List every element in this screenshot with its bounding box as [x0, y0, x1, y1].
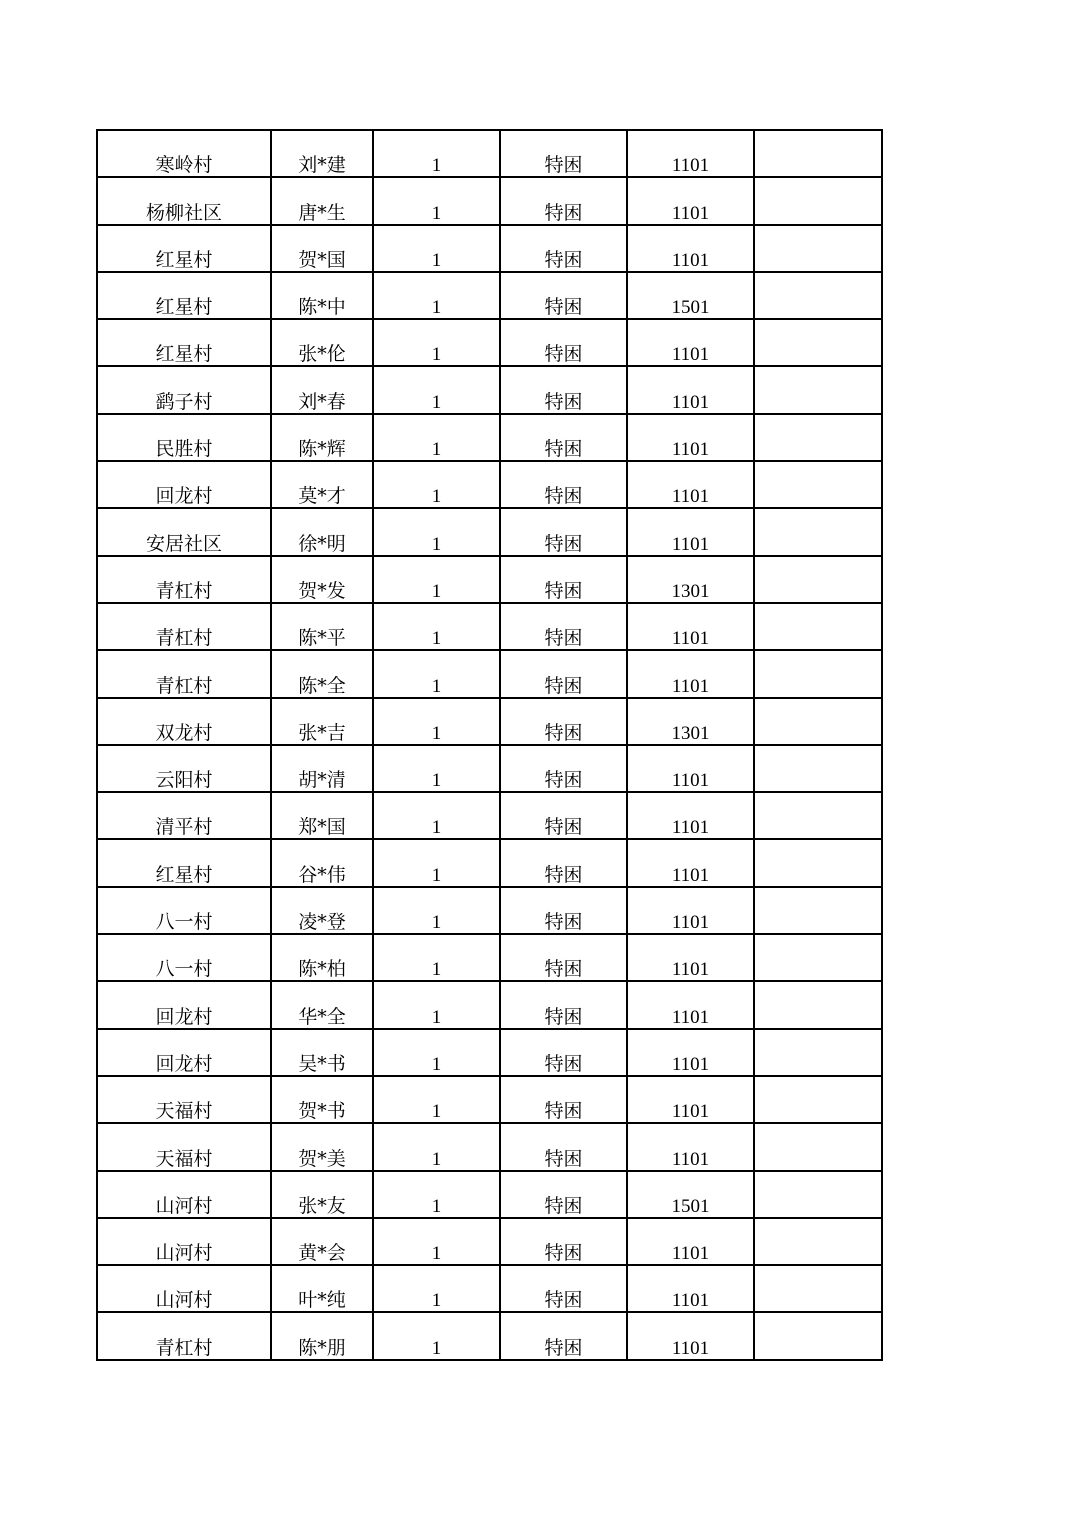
- table-row: [97, 603, 882, 650]
- code-cell: 1101: [627, 130, 754, 177]
- category-cell: 特困: [500, 177, 627, 224]
- code-cell: 1101: [627, 1123, 754, 1170]
- table-row: [97, 792, 882, 839]
- code-cell: 1101: [627, 839, 754, 886]
- category-cell: 特困: [500, 556, 627, 603]
- category-cell: 特困: [500, 225, 627, 272]
- table-row: [97, 461, 882, 508]
- village-cell: 回龙村: [97, 1029, 271, 1076]
- note-cell: [754, 934, 882, 981]
- note-cell: [754, 603, 882, 650]
- note-cell: [754, 981, 882, 1028]
- category-cell: 特困: [500, 1171, 627, 1218]
- note-cell: [754, 556, 882, 603]
- count-cell: 1: [373, 130, 500, 177]
- count-cell: 1: [373, 1076, 500, 1123]
- note-cell: [754, 1076, 882, 1123]
- note-cell: [754, 366, 882, 413]
- name-cell: 陈*朋: [271, 1312, 373, 1359]
- table-row: [97, 1076, 882, 1123]
- code-cell: 1101: [627, 319, 754, 366]
- table-row: [97, 1265, 882, 1312]
- note-cell: [754, 177, 882, 224]
- category-cell: 特困: [500, 745, 627, 792]
- count-cell: 1: [373, 1312, 500, 1359]
- name-cell: 胡*清: [271, 745, 373, 792]
- note-cell: [754, 1123, 882, 1170]
- name-cell: 叶*纯: [271, 1265, 373, 1312]
- code-cell: 1101: [627, 1265, 754, 1312]
- note-cell: [754, 1312, 882, 1359]
- note-cell: [754, 1029, 882, 1076]
- count-cell: 1: [373, 981, 500, 1028]
- table-row: [97, 934, 882, 981]
- note-cell: [754, 698, 882, 745]
- records-table-body: [97, 130, 882, 1360]
- name-cell: 贺*发: [271, 556, 373, 603]
- category-cell: 特困: [500, 887, 627, 934]
- count-cell: 1: [373, 414, 500, 461]
- code-cell: 1501: [627, 1171, 754, 1218]
- name-cell: 贺*美: [271, 1123, 373, 1170]
- count-cell: 1: [373, 508, 500, 555]
- code-cell: 1101: [627, 177, 754, 224]
- table-row: [97, 130, 882, 177]
- village-cell: 双龙村: [97, 698, 271, 745]
- category-cell: 特困: [500, 698, 627, 745]
- code-cell: 1101: [627, 981, 754, 1028]
- name-cell: 陈*平: [271, 603, 373, 650]
- code-cell: 1101: [627, 461, 754, 508]
- name-cell: 张*友: [271, 1171, 373, 1218]
- category-cell: 特困: [500, 934, 627, 981]
- records-table: [96, 129, 883, 1361]
- village-cell: 青杠村: [97, 1312, 271, 1359]
- village-cell: 红星村: [97, 319, 271, 366]
- count-cell: 1: [373, 225, 500, 272]
- name-cell: 陈*中: [271, 272, 373, 319]
- village-cell: 八一村: [97, 934, 271, 981]
- note-cell: [754, 319, 882, 366]
- name-cell: 华*全: [271, 981, 373, 1028]
- count-cell: 1: [373, 934, 500, 981]
- code-cell: 1101: [627, 1312, 754, 1359]
- code-cell: 1501: [627, 272, 754, 319]
- note-cell: [754, 508, 882, 555]
- table-row: [97, 272, 882, 319]
- village-cell: 山河村: [97, 1171, 271, 1218]
- count-cell: 1: [373, 366, 500, 413]
- category-cell: 特困: [500, 792, 627, 839]
- code-cell: 1101: [627, 1218, 754, 1265]
- code-cell: 1101: [627, 650, 754, 697]
- name-cell: 谷*伟: [271, 839, 373, 886]
- name-cell: 吴*书: [271, 1029, 373, 1076]
- count-cell: 1: [373, 1218, 500, 1265]
- table-row: [97, 698, 882, 745]
- count-cell: 1: [373, 745, 500, 792]
- name-cell: 陈*辉: [271, 414, 373, 461]
- table-row: [97, 366, 882, 413]
- table-row: [97, 887, 882, 934]
- count-cell: 1: [373, 556, 500, 603]
- count-cell: 1: [373, 792, 500, 839]
- count-cell: 1: [373, 1171, 500, 1218]
- count-cell: 1: [373, 698, 500, 745]
- village-cell: 回龙村: [97, 981, 271, 1028]
- note-cell: [754, 792, 882, 839]
- category-cell: 特困: [500, 461, 627, 508]
- code-cell: 1101: [627, 603, 754, 650]
- table-row: [97, 1218, 882, 1265]
- category-cell: 特困: [500, 603, 627, 650]
- category-cell: 特困: [500, 508, 627, 555]
- code-cell: 1301: [627, 698, 754, 745]
- village-cell: 清平村: [97, 792, 271, 839]
- note-cell: [754, 839, 882, 886]
- note-cell: [754, 272, 882, 319]
- note-cell: [754, 887, 882, 934]
- count-cell: 1: [373, 177, 500, 224]
- code-cell: 1101: [627, 792, 754, 839]
- note-cell: [754, 650, 882, 697]
- table-row: [97, 319, 882, 366]
- note-cell: [754, 414, 882, 461]
- table-row: [97, 225, 882, 272]
- count-cell: 1: [373, 650, 500, 697]
- table-row: [97, 414, 882, 461]
- category-cell: 特困: [500, 1265, 627, 1312]
- count-cell: 1: [373, 1123, 500, 1170]
- name-cell: 徐*明: [271, 508, 373, 555]
- note-cell: [754, 130, 882, 177]
- name-cell: 唐*生: [271, 177, 373, 224]
- code-cell: 1101: [627, 887, 754, 934]
- village-cell: 杨柳社区: [97, 177, 271, 224]
- category-cell: 特困: [500, 1218, 627, 1265]
- village-cell: 回龙村: [97, 461, 271, 508]
- code-cell: 1101: [627, 225, 754, 272]
- village-cell: 青杠村: [97, 650, 271, 697]
- count-cell: 1: [373, 272, 500, 319]
- village-cell: 民胜村: [97, 414, 271, 461]
- village-cell: 山河村: [97, 1218, 271, 1265]
- table-row: [97, 1312, 882, 1359]
- category-cell: 特困: [500, 1123, 627, 1170]
- name-cell: 陈*全: [271, 650, 373, 697]
- category-cell: 特困: [500, 130, 627, 177]
- count-cell: 1: [373, 603, 500, 650]
- village-cell: 天福村: [97, 1123, 271, 1170]
- name-cell: 刘*春: [271, 366, 373, 413]
- code-cell: 1101: [627, 1076, 754, 1123]
- table-row: [97, 981, 882, 1028]
- code-cell: 1101: [627, 366, 754, 413]
- table-row: [97, 1029, 882, 1076]
- table-row: [97, 177, 882, 224]
- village-cell: 红星村: [97, 839, 271, 886]
- table-row: [97, 508, 882, 555]
- name-cell: 贺*书: [271, 1076, 373, 1123]
- table-row: [97, 1171, 882, 1218]
- category-cell: 特困: [500, 272, 627, 319]
- category-cell: 特困: [500, 839, 627, 886]
- note-cell: [754, 1171, 882, 1218]
- category-cell: 特困: [500, 1312, 627, 1359]
- category-cell: 特困: [500, 650, 627, 697]
- count-cell: 1: [373, 1265, 500, 1312]
- name-cell: 陈*柏: [271, 934, 373, 981]
- name-cell: 郑*国: [271, 792, 373, 839]
- code-cell: 1101: [627, 745, 754, 792]
- note-cell: [754, 225, 882, 272]
- name-cell: 刘*建: [271, 130, 373, 177]
- category-cell: 特困: [500, 981, 627, 1028]
- category-cell: 特困: [500, 366, 627, 413]
- category-cell: 特困: [500, 1029, 627, 1076]
- village-cell: 青杠村: [97, 603, 271, 650]
- name-cell: 莫*才: [271, 461, 373, 508]
- note-cell: [754, 1218, 882, 1265]
- table-row: [97, 745, 882, 792]
- village-cell: 天福村: [97, 1076, 271, 1123]
- code-cell: 1101: [627, 934, 754, 981]
- village-cell: 安居社区: [97, 508, 271, 555]
- note-cell: [754, 461, 882, 508]
- code-cell: 1101: [627, 1029, 754, 1076]
- category-cell: 特困: [500, 319, 627, 366]
- count-cell: 1: [373, 461, 500, 508]
- name-cell: 凌*登: [271, 887, 373, 934]
- village-cell: 云阳村: [97, 745, 271, 792]
- table-row: [97, 839, 882, 886]
- code-cell: 1101: [627, 508, 754, 555]
- name-cell: 贺*国: [271, 225, 373, 272]
- code-cell: 1301: [627, 556, 754, 603]
- name-cell: 黄*会: [271, 1218, 373, 1265]
- code-cell: 1101: [627, 414, 754, 461]
- village-cell: 八一村: [97, 887, 271, 934]
- count-cell: 1: [373, 887, 500, 934]
- table-row: [97, 1123, 882, 1170]
- village-cell: 山河村: [97, 1265, 271, 1312]
- note-cell: [754, 745, 882, 792]
- village-cell: 红星村: [97, 272, 271, 319]
- category-cell: 特困: [500, 414, 627, 461]
- count-cell: 1: [373, 319, 500, 366]
- count-cell: 1: [373, 1029, 500, 1076]
- category-cell: 特困: [500, 1076, 627, 1123]
- note-cell: [754, 1265, 882, 1312]
- table-row: [97, 650, 882, 697]
- table-row: [97, 556, 882, 603]
- name-cell: 张*伦: [271, 319, 373, 366]
- count-cell: 1: [373, 839, 500, 886]
- village-cell: 青杠村: [97, 556, 271, 603]
- village-cell: 红星村: [97, 225, 271, 272]
- village-cell: 鹞子村: [97, 366, 271, 413]
- village-cell: 寒岭村: [97, 130, 271, 177]
- name-cell: 张*吉: [271, 698, 373, 745]
